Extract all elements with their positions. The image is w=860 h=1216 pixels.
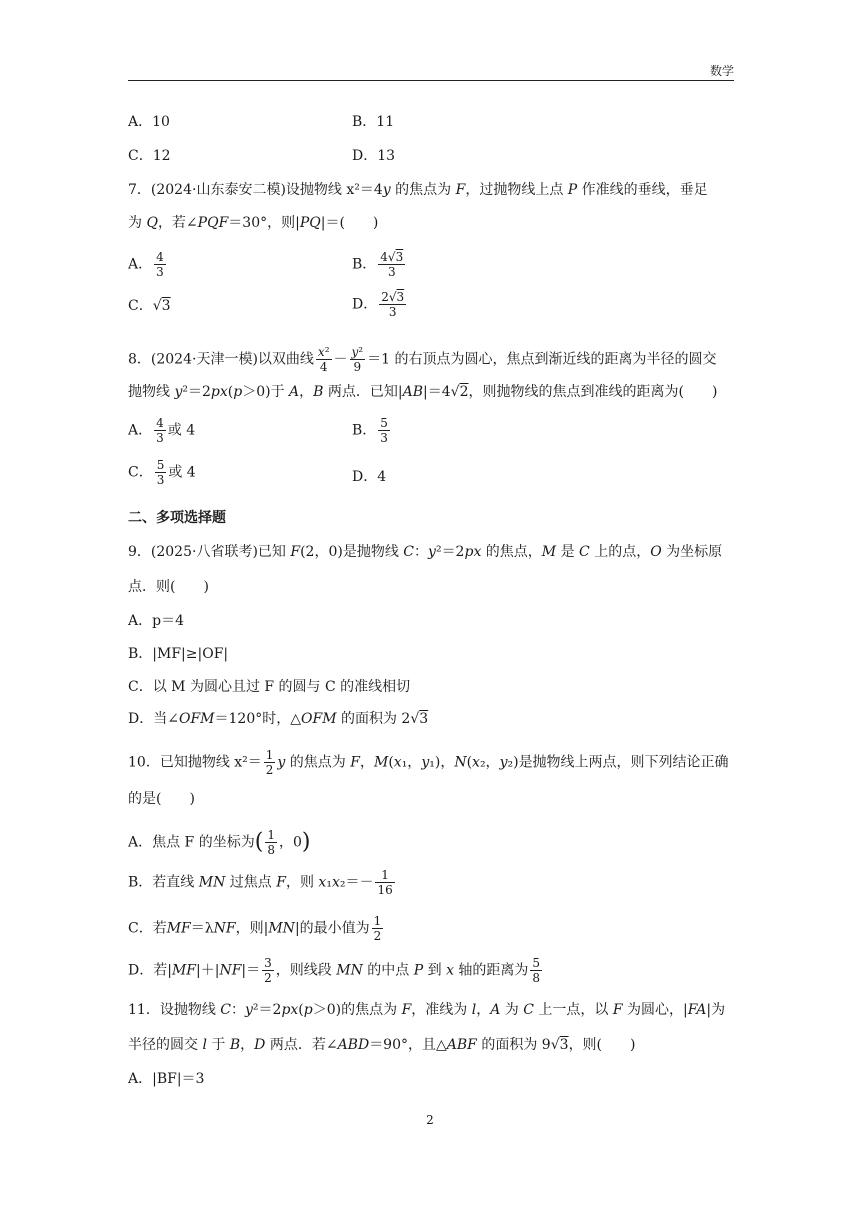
- q9-option-d: D．当∠OFM＝120°时，△OFM 的面积为 2√3: [128, 711, 429, 727]
- q11-stem-line2: 半径的圆交 l 于 B，D 两点．若∠ABD＝90°，且△ABF 的面积为 9√3，则( ): [128, 1037, 636, 1053]
- q6-option-a: A．10: [128, 114, 170, 130]
- q6-option-d: D．13: [352, 148, 396, 164]
- header-subject: 数学: [709, 64, 734, 78]
- q7-option-a: A． $\frac{4}{3}$: [128, 250, 164, 279]
- q11-stem-line1: 11．设抛物线 C：y²＝2px(p＞0)的焦点为 F，准线为 l，A 为 C 上一点，以 F 为圆心，|FA|为: [128, 1002, 726, 1018]
- q10-option-d: D．若|MF|＋|NF|＝ $\frac{3}{2}$ ，则线段 MN 的中点 P 到 x 轴的距离为 $\frac{5}{8}$: [128, 956, 541, 985]
- q9-option-b: B．|MF|≥|OF|: [128, 646, 229, 662]
- q10-option-b: B．若直线 MN 过焦点 F，则 x₁x₂＝－ $\frac{1}{16}$: [128, 868, 393, 897]
- q8-option-c: C． $\frac{5}{3}$ 或 4: [128, 458, 196, 487]
- q10-stem-line1: 10．已知抛物线 x²＝ $\frac{1}{2}$ y 的焦点为 F，M(x₁，y₁)，N(x₂，y₂)是抛物线上两点，则下列结论正确: [128, 748, 729, 777]
- q7-stem-line2: 为 Q，若∠PQF＝30°，则|PQ|＝( ): [128, 215, 379, 231]
- q10-stem-line2: 的是( ): [128, 791, 195, 807]
- section-heading: 二、多项选择题: [128, 510, 226, 526]
- q11-option-a: A．|BF|＝3: [128, 1071, 205, 1087]
- q7-stem-line1: 7．(2024·山东泰安二模)设抛物线 x²＝4y 的焦点为 F，过抛物线上点 P 作准线的垂线，垂足: [128, 182, 708, 198]
- page-number: 2: [426, 1113, 434, 1127]
- q8-option-b: B． $\frac{5}{3}$: [352, 416, 388, 445]
- q10-option-c: C．若MF＝λNF，则|MN|的最小值为 $\frac{1}{2}$: [128, 914, 382, 943]
- q6-option-b: B．11: [352, 114, 395, 130]
- q9-stem-line2: 点．则( ): [128, 579, 209, 595]
- q7-option-d: D． $\frac{2√3}{3}$: [352, 290, 405, 319]
- q9-stem-line1: 9．(2025·八省联考)已知 F(2，0)是抛物线 C：y²＝2px 的焦点，M 是 C 上的点，O 为坐标原: [128, 544, 723, 560]
- page-header: [128, 60, 734, 81]
- q8-option-d: D．4: [352, 469, 387, 485]
- q8-stem-line1: 8．(2024·天津一模)以双曲线 $\frac{\text{x²}}{4}$ － $\frac{\text{y²}}{9}$ ＝1 的右顶点为圆心，焦点到渐近线的距离为半径的圆交: [128, 345, 717, 374]
- q9-option-a: A．p＝4: [128, 613, 184, 629]
- q7-option-c: C．√3: [128, 298, 171, 314]
- q7-option-b: B． $\frac{4√3}{3}$: [352, 250, 404, 279]
- q8-stem-line2: 抛物线 y²＝2px(p＞0)于 A，B 两点．已知|AB|＝4√2，则抛物线的焦点到准线的距离为( ): [128, 384, 718, 400]
- q8-option-a: A． $\frac{4}{3}$ 或 4: [128, 416, 196, 445]
- q9-option-c: C．以 M 为圆心且过 F 的圆与 C 的准线相切: [128, 679, 411, 695]
- q10-option-a: A．焦点 F 的坐标为( $\frac{1}{8}$ ，0): [128, 828, 311, 857]
- q6-option-c: C．12: [128, 148, 171, 164]
